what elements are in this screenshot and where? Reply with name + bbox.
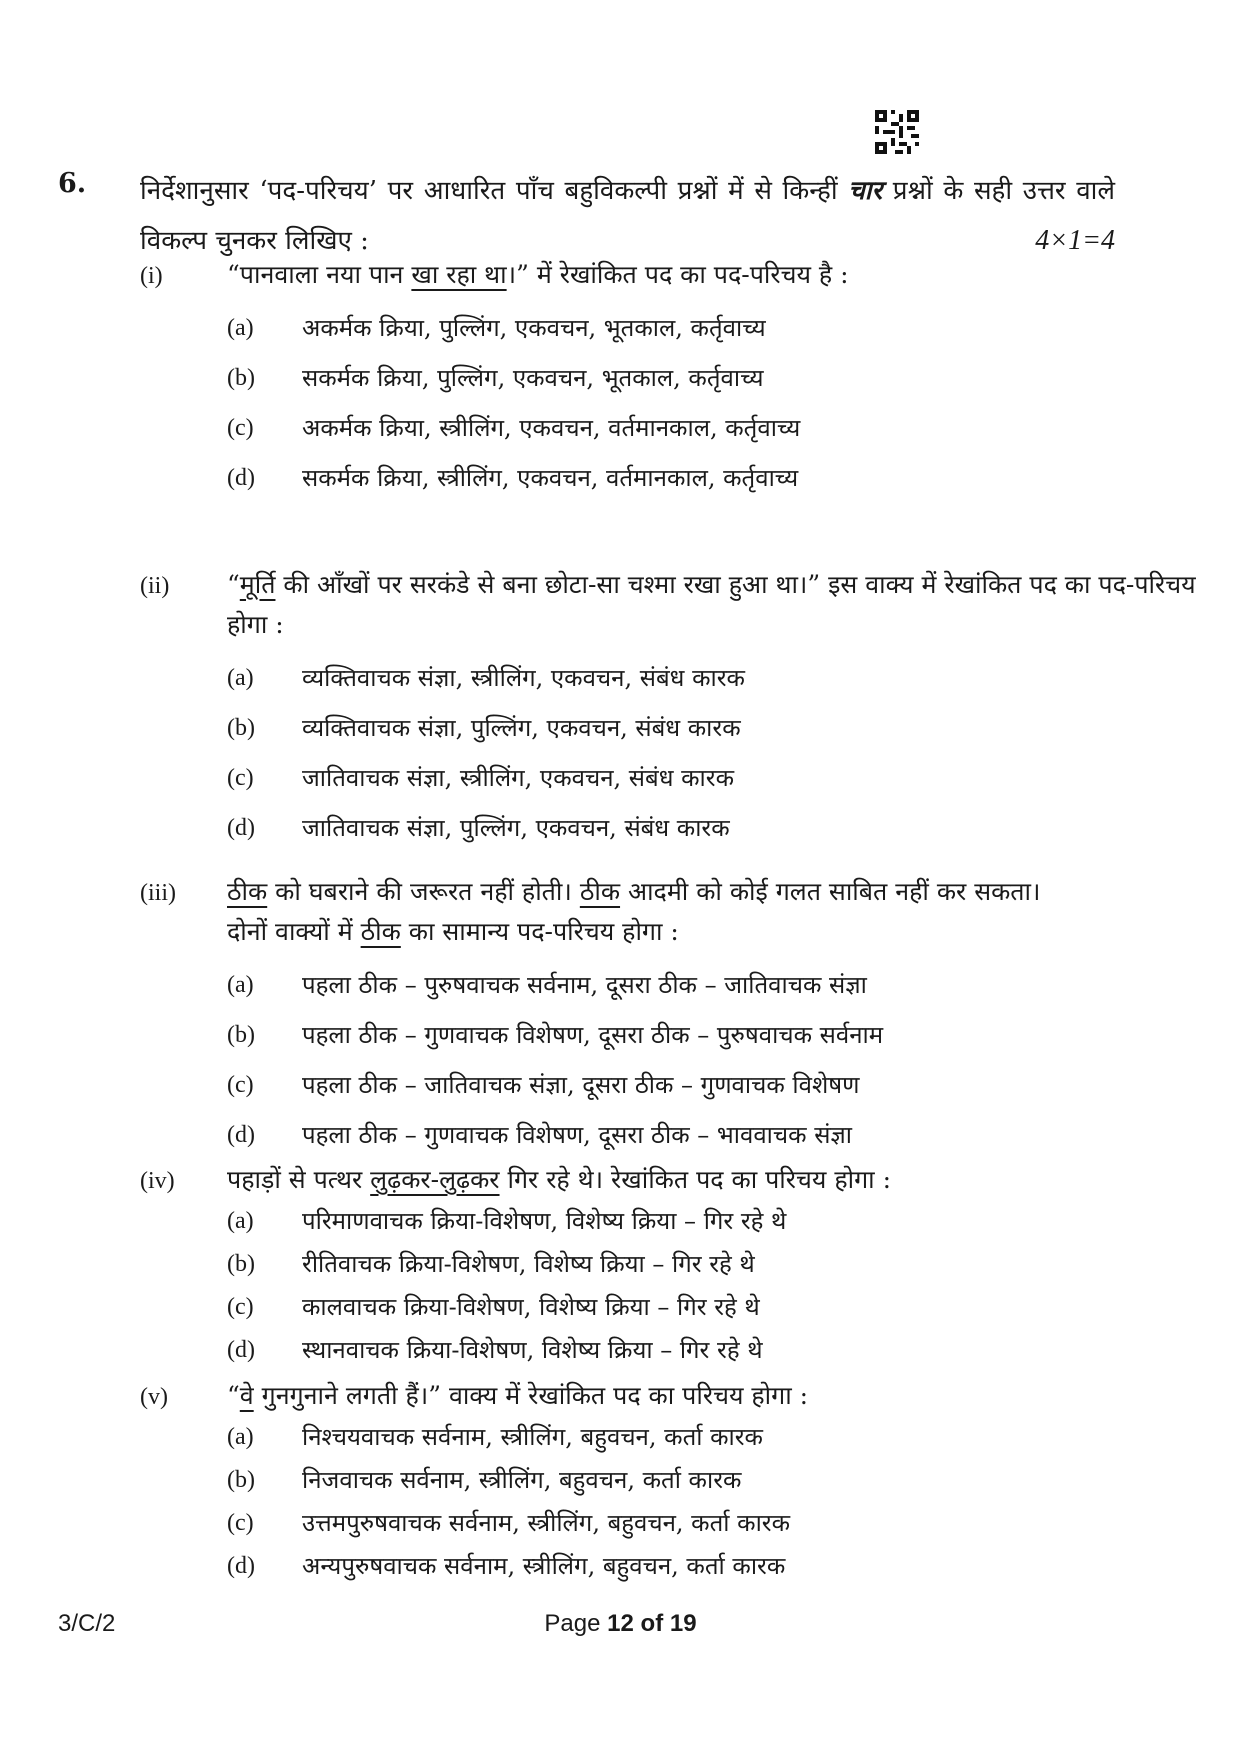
option-d [227, 453, 1140, 503]
option-c [227, 403, 1140, 453]
option-b [227, 1010, 1140, 1060]
option-a [227, 653, 1140, 703]
option-c [227, 753, 1140, 803]
option-label: (d) [227, 815, 255, 841]
page-word: Page [544, 1610, 601, 1637]
option-text: अन्यपुरुषवाचक सर्वनाम, स्त्रीलिंग, बहुवचन, कर्ता कारक [302, 1552, 786, 1580]
underlined-term: खा रहा था [411, 260, 507, 289]
instruction-text-b: प्रश्नों के सही उत्तर वाले विकल्प चुनकर लिखिए : [140, 176, 1116, 256]
option-label: (a) [227, 315, 254, 341]
option-text: पहला ठीक – जातिवाचक संज्ञा, दूसरा ठीक – गुणवाचक विशेषण [302, 1071, 860, 1099]
option-c [227, 1060, 1140, 1110]
option-text: निजवाचक सर्वनाम, स्त्रीलिंग, बहुवचन, कर्ता कारक [302, 1466, 742, 1494]
stem-text: दोनों वाक्यों में [227, 917, 361, 946]
subquestion-stem [227, 1160, 1147, 1200]
option-a [227, 1200, 1140, 1243]
subquestion-number: (iv) [140, 1168, 175, 1194]
subquestion-iii [140, 872, 1140, 1160]
option-a [227, 303, 1140, 353]
subquestion-number: (i) [140, 263, 163, 289]
stem-text: का सामान्य पद-परिचय होगा : [400, 917, 679, 946]
option-d [227, 1545, 1140, 1588]
underlined-term: ठीक [360, 917, 401, 946]
option-label: (b) [227, 365, 255, 391]
option-text: व्यक्तिवाचक संज्ञा, पुल्लिंग, एकवचन, संबंध कारक [302, 714, 741, 742]
option-label: (b) [227, 715, 255, 741]
stem-text: गिर रहे थे। रेखांकित पद का परिचय होगा : [499, 1165, 892, 1194]
option-text: सकर्मक क्रिया, स्त्रीलिंग, एकवचन, वर्तमानकाल, कर्तृवाच्य [302, 464, 799, 492]
subquestion-ii [140, 565, 1196, 853]
subquestion-stem [227, 872, 1227, 912]
stem-text: को घबराने की जरूरत नहीं होती। [267, 877, 580, 906]
option-text: परिमाणवाचक क्रिया-विशेषण, विशेष्य क्रिया – गिर रहे थे [302, 1207, 787, 1235]
underlined-term: लुढ़कर-लुढ़कर [370, 1165, 500, 1194]
underlined-term: ठीक [579, 877, 621, 906]
option-text: उत्तमपुरुषवाचक सर्वनाम, स्त्रीलिंग, बहुवचन, कर्ता कारक [302, 1509, 791, 1537]
option-d [227, 1329, 1140, 1372]
option-c [227, 1286, 1140, 1329]
option-b [227, 353, 1140, 403]
option-b [227, 1459, 1140, 1502]
option-label: (a) [227, 1424, 254, 1450]
subquestion-i [140, 255, 1140, 503]
subquestion-number: (iii) [140, 880, 176, 906]
option-c [227, 1502, 1140, 1545]
stem-text: “पानवाला नया पान [227, 260, 412, 289]
subquestion-number: (v) [140, 1384, 168, 1410]
page-total: 19 [669, 1610, 697, 1637]
option-text: जातिवाचक संज्ञा, पुल्लिंग, एकवचन, संबंध कारक [302, 814, 730, 842]
stem-text: आदमी को कोई गलत साबित नहीं कर सकता। [620, 877, 1041, 906]
question-number: 6. [58, 168, 87, 199]
option-label: (d) [227, 465, 255, 491]
option-label: (a) [227, 665, 254, 691]
option-text: पहला ठीक – पुरुषवाचक सर्वनाम, दूसरा ठीक – जातिवाचक संज्ञा [302, 971, 867, 999]
option-text: कालवाचक क्रिया-विशेषण, विशेष्य क्रिया – गिर रहे थे [302, 1293, 760, 1321]
option-label: (c) [227, 1072, 254, 1098]
option-text: अकर्मक क्रिया, पुल्लिंग, एकवचन, भूतकाल, कर्तृवाच्य [302, 314, 766, 342]
page-of: of [640, 1610, 664, 1637]
option-text: पहला ठीक – गुणवाचक विशेषण, दूसरा ठीक – भाववाचक संज्ञा [302, 1121, 853, 1149]
option-text: सकर्मक क्रिया, पुल्लिंग, एकवचन, भूतकाल, कर्तृवाच्य [302, 364, 764, 392]
underlined-term: वे [239, 1381, 254, 1410]
subquestion-iv [140, 1160, 1140, 1372]
stem-text: ।” में रेखांकित पद का पद-परिचय है : [506, 260, 849, 289]
option-label: (b) [227, 1467, 255, 1493]
option-d [227, 803, 1140, 853]
option-a [227, 1416, 1140, 1459]
option-label: (c) [227, 415, 254, 441]
qr-code-icon [875, 110, 919, 154]
paper-code: 3/C/2 [58, 1610, 116, 1637]
option-label: (c) [227, 765, 254, 791]
option-text: जातिवाचक संज्ञा, स्त्रीलिंग, एकवचन, संबंध कारक [302, 764, 734, 792]
subquestion-stem [227, 1376, 1147, 1416]
page-current: 12 [607, 1610, 634, 1637]
subquestion-number: (ii) [140, 573, 170, 599]
option-label: (c) [227, 1510, 254, 1536]
stem-text: पहाड़ों से पत्थर [227, 1165, 371, 1194]
option-label: (b) [227, 1022, 255, 1048]
subquestion-stem [227, 565, 1227, 645]
subquestion-stem [227, 255, 1147, 295]
underlined-term: मूर्ति [239, 570, 276, 599]
option-b [227, 1243, 1140, 1286]
instruction-emphasis: चार [848, 176, 883, 206]
subquestion-stem-line-2 [227, 912, 1147, 952]
subquestion-v [140, 1376, 1140, 1588]
option-label: (d) [227, 1553, 255, 1579]
stem-text: की आँखों पर सरकंडे से बना छोटा-सा चश्मा रखा हुआ था।” इस वाक्य में रेखांकित पद का पद-परिचय होगा : [227, 570, 1196, 639]
option-label: (b) [227, 1251, 255, 1277]
page-indicator [0, 1610, 1241, 1638]
option-d [227, 1110, 1140, 1160]
option-text: अकर्मक क्रिया, स्त्रीलिंग, एकवचन, वर्तमानकाल, कर्तृवाच्य [302, 414, 801, 442]
stem-text: “ [227, 1381, 240, 1410]
underlined-term: ठीक [227, 877, 268, 906]
option-text: स्थानवाचक क्रिया-विशेषण, विशेष्य क्रिया – गिर रहे थे [302, 1336, 763, 1364]
option-text: व्यक्तिवाचक संज्ञा, स्त्रीलिंग, एकवचन, संबंध कारक [302, 664, 745, 692]
option-label: (a) [227, 1208, 254, 1234]
option-a [227, 960, 1140, 1010]
option-text: रीतिवाचक क्रिया-विशेषण, विशेष्य क्रिया – गिर रहे थे [302, 1250, 755, 1278]
option-label: (c) [227, 1294, 254, 1320]
question-instruction [140, 166, 1115, 266]
question-marks: 4×1=4 [1035, 225, 1115, 256]
option-text: निश्चयवाचक सर्वनाम, स्त्रीलिंग, बहुवचन, कर्ता कारक [302, 1423, 763, 1451]
option-label: (d) [227, 1122, 255, 1148]
option-label: (a) [227, 972, 254, 998]
option-text: पहला ठीक – गुणवाचक विशेषण, दूसरा ठीक – पुरुषवाचक सर्वनाम [302, 1021, 884, 1049]
option-label: (d) [227, 1337, 255, 1363]
stem-text: “ [227, 570, 240, 599]
option-b [227, 703, 1140, 753]
instruction-text-a: निर्देशानुसार ‘पद-परिचय’ पर आधारित पाँच बहुविकल्पी प्रश्नों में से किन्हीं [140, 176, 838, 206]
stem-text: गुनगुनाने लगती हैं।” वाक्य में रेखांकित पद का परिचय होगा : [253, 1381, 809, 1410]
